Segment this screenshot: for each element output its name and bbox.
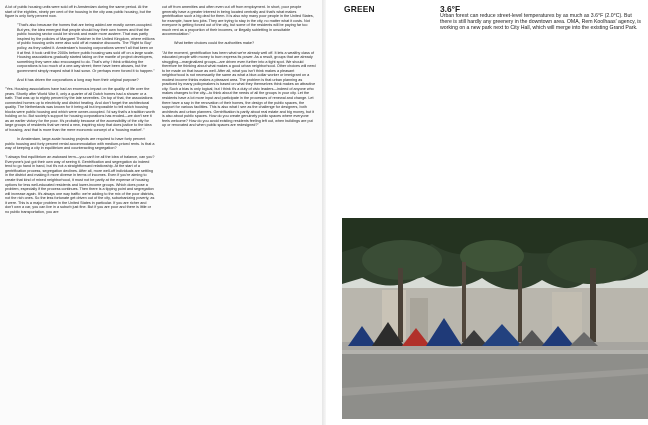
temperature-heading: 3.6°F bbox=[440, 4, 461, 14]
temperature-description: Urban forest can reduce street-level temperatures by as much as 3.6°F (2.0°C). But there is still hardly any greenery in the downtown area. OMA, Rem Koolhaas' agency, is working on a new park next to City Hall, which will merge into the existing Grand Park. bbox=[440, 13, 641, 32]
paragraph: "I always find equilibrium an awkward term—you can't be all the idea of balance, can you? Everyone's just got their own way of seeing it. Gentrification and segregation do indeed tend to go hand in hand, but it's not a straightforward relationship. At the start of a gentrification process, segregation declines. After all, more well-off individuals are settling in the district and making it more diverse in terms of incomes. Even if you're aiming to create that kind of mixed neighborhood, it must not be partly at the expense of housing options for less well-educated residents and lower-income groups. Which does pose a problem, especially if the process continues. Then there is a tipping point and segregation will increase again. It's always one way traffic: we're adding to the mix of the poor districts, not the rich ones. So the less fortunate get driven out of the city, suburbanizing poverty, as it were. This is a major problem in the United States in particular. If you are richer and don't own a car, you can live in a suburb just fine. But if you are poor and there is little or no public transportation, you are bbox=[5, 155, 155, 214]
street-photo-illustration bbox=[342, 218, 648, 419]
interview-column-1 bbox=[5, 5, 155, 214]
interview-question: What better choices could the authorities make? bbox=[174, 41, 255, 46]
interview-column-2 bbox=[162, 5, 316, 128]
paragraph: cut off from amenities and often even cut off from employment. In short, poor people generally have a greater interest in being located centrally and that's what makes gentrification such a big deal for them. It is also why many poor people in the United States, for example, have two jobs. They are trying to stay in the city, no matter what it costs. Not everyone is getting forced out of the city, but some of the residents will be paying far too much rent as a proportion of their incomes, or illegally subletting in unsuitable accommodation." bbox=[162, 5, 314, 37]
paragraph: "At the moment, gentrification has been what we're already well off. It lets a wealthy class of educated people with money to burn express its power. As a result, groups that are already struggling—marginalized groups—are driven even further into a tight spot. We should therefore be thinking about what makes a good urban neighborhood. Other choices will need to be made on that issue as well. After all, what you isn't think makes a pleasant neighborhood is not necessarily the same as what a blue-collar worker or immigrant on a modest income thinks makes a pleasant area. The problem is that urban planning as practiced by many policymakers is based on what they themselves think makes an attractive city. Such a bias is only logical, but I think it's a duty of civic leaders—indeed of anyone who makes changes to the city—to think about the needs of all the groups in your city. Let the residents have a lot more input and participate in the processes of renewal and change. Let there have a say in the renovation of their homes, the design of the public spaces, the support for various facilities. This is also what I see as the challenge for designers, both architects and urban planners. Gentrification is partly about real estate and big money, but it is also about public spaces. How do you create genuinely public spaces where everyone feels welcome? How do you avoid existing residents feeling left out, when buildings are put up or renovated and when public spaces are redesigned?" bbox=[162, 50, 316, 128]
section-label: GREEN bbox=[344, 4, 375, 14]
interview-question: In Amsterdam, large-scale housing projects are required to have forty percent public housing and forty percent rental accommodation with medium-priced rents. Is that a way of keeping a city in equilibrium and counteracting segregation? bbox=[5, 137, 155, 151]
paragraph: A lot of public housing units were sold off in Amsterdam during the same period. At the start of the eighties, ninety per cent of the housing in the city was public housing, but the figure is only forty percent now. bbox=[5, 5, 152, 19]
interview-question: And it has driven the corporations a long way from their original purpose? bbox=[17, 77, 139, 82]
right-page bbox=[326, 0, 648, 425]
paragraph: "That's also because the homes that are being added are mostly owner-occupied. But yes, the idea emerged that people should buy their own homes and that the public housing sector could be shrunk and made more austere. That was partly inspired by the policies of Margaret Thatcher in the United Kingdom, where millions of public housing units were also sold off at massive discounts. The 'Right to Buy' policy, as they called it. Amsterdam's housing corporations weren't all that keen on it at first. It took until the 2000s before public housing was sold off on a large scale. Housing associations gradually started taking on the mantle of project developers, something they were also encouraged to do. That's why I think criticizing the corporations is too much of a one-way street; there have been abuses, but the government simply reaped what it had sown. Or perhaps even forced it to happen." bbox=[17, 23, 155, 73]
street-photo bbox=[342, 218, 648, 419]
paragraph: "Yes. Housing associations have had an enormous impact on the quality of life over the years. Shortly after World War II, only a quarter of all Dutch homes had a shower or a bath. That was up to eighty percent by the late seventies. On top of that, the associations connected homes up to electricity and district heating. And don't forget the architectural quality. The Netherlands was known for it being all but impossible to tell which housing blocks were public housing and which were owner-occupied. I'd say that's a tradition worth holding on to. But society's support for housing corporations has eroded—we don't see it as an earlier victory for the poor. It's probably because of the accessibility of the city for large groups of residents that we need a new, inspiring story that does justice to the idea of housing, and that is more than the mere economic concept of a 'housing market'." bbox=[5, 86, 155, 132]
left-page bbox=[0, 0, 322, 425]
